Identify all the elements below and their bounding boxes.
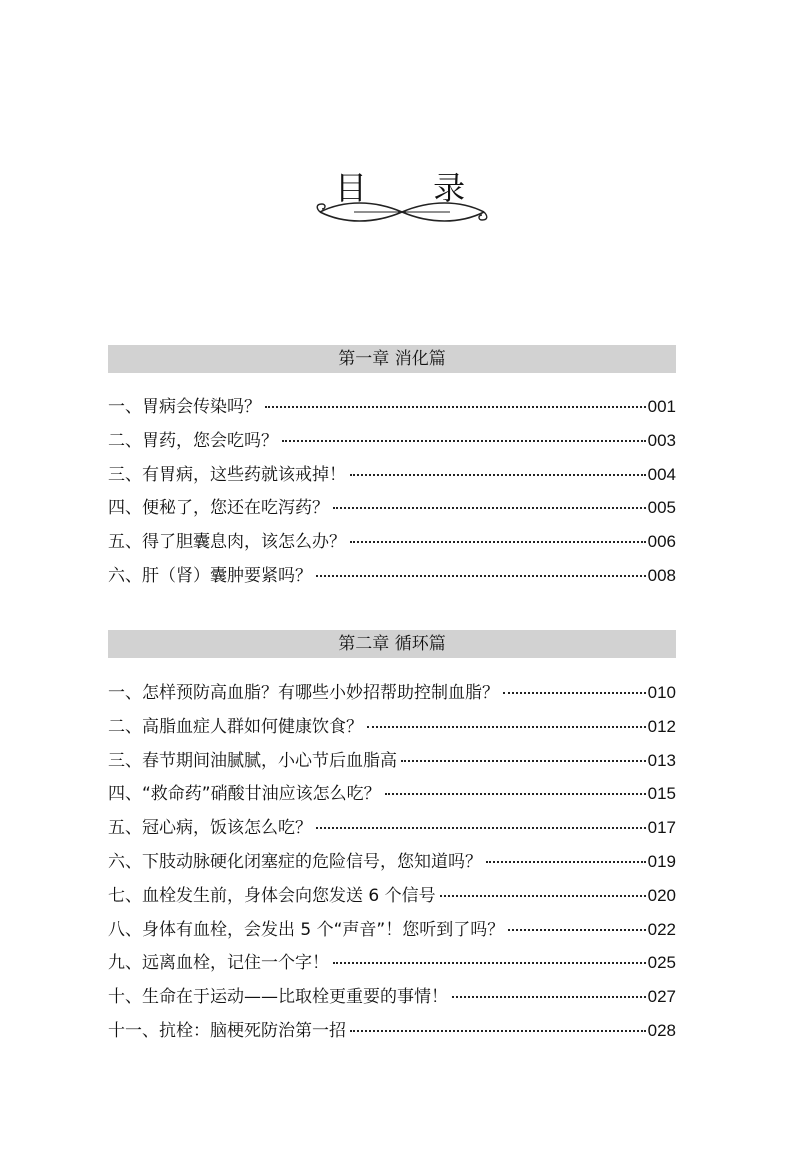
toc-entry[interactable]	[108, 458, 676, 492]
toc-page-number: 004	[647, 464, 676, 484]
chapter-1-heading: 第一章 消化篇	[108, 345, 676, 373]
toc-page-number: 010	[647, 683, 676, 702]
toc-entry[interactable]	[108, 845, 676, 879]
toc-page-number: 008	[647, 565, 676, 585]
leader-dots	[367, 726, 646, 728]
leader-dots	[333, 507, 646, 509]
toc-page-number: 001	[647, 397, 676, 416]
toc-entry-title: 八、身体有血栓，会发出 5 个“声音”！您听到了吗？	[108, 919, 505, 940]
toc-entry[interactable]	[108, 744, 676, 778]
toc-entry-title: 四、便秘了，您还在吃泻药？	[108, 498, 329, 519]
toc-entry-title: 十一、抗栓：脑梗死防治第一招	[108, 1020, 346, 1041]
toc-entry-title: 二、高脂血症人群如何健康饮食？	[108, 716, 363, 737]
leader-dots	[282, 440, 646, 442]
leader-dots	[440, 895, 646, 897]
toc-entry-title: 五、冠心病，饭该怎么吃？	[108, 818, 312, 839]
leader-dots	[486, 861, 646, 863]
title-ornament-icon	[314, 198, 490, 228]
toc-entry[interactable]	[108, 424, 676, 458]
toc-entry-title: 九、远离血栓，记住一个字！	[108, 953, 329, 974]
leader-dots	[508, 929, 645, 931]
leader-dots	[350, 541, 646, 543]
toc-entry[interactable]	[108, 710, 676, 744]
toc-entry[interactable]	[108, 913, 676, 947]
leader-dots	[333, 962, 646, 964]
toc-entry[interactable]	[108, 777, 676, 811]
leader-dots	[385, 793, 646, 795]
toc-page-number: 025	[647, 953, 676, 973]
toc-entry-title: 四、“救命药”硝酸甘油应该怎么吃？	[108, 784, 381, 805]
toc-entry-title: 六、肝（肾）囊肿要紧吗？	[108, 565, 312, 586]
toc-page-number: 013	[647, 750, 676, 770]
leader-dots	[316, 827, 646, 829]
chapter-1-toc-list	[108, 390, 676, 593]
chapter-2-toc-list	[108, 676, 676, 1048]
toc-entry-title: 二、胃药，您会吃吗？	[108, 430, 278, 451]
toc-page-number: 017	[647, 818, 676, 838]
leader-dots	[316, 575, 646, 577]
leader-dots	[401, 760, 646, 762]
toc-page-number: 015	[647, 784, 676, 804]
toc-entry[interactable]	[108, 946, 676, 980]
toc-page-number: 020	[647, 885, 676, 905]
toc-entry-title: 十、生命在于运动——比取栓更重要的事情！	[108, 987, 448, 1008]
toc-entry[interactable]	[108, 879, 676, 913]
toc-entry[interactable]	[108, 525, 676, 559]
toc-entry[interactable]	[108, 980, 676, 1014]
toc-entry[interactable]	[108, 676, 676, 710]
toc-entry[interactable]	[108, 1014, 676, 1048]
toc-page-number: 019	[647, 851, 676, 871]
toc-entry-title: 七、血栓发生前，身体会向您发送 6 个信号	[108, 885, 436, 906]
toc-page-number: 028	[647, 1020, 676, 1040]
toc-entry-title: 五、得了胆囊息肉，该怎么办？	[108, 532, 346, 553]
toc-page-number: 005	[647, 498, 676, 518]
toc-entry-title: 三、春节期间油腻腻，小心节后血脂高	[108, 750, 397, 771]
toc-entry[interactable]	[108, 559, 676, 593]
chapter-2-heading: 第二章 循环篇	[108, 630, 676, 658]
toc-page-number: 027	[647, 987, 676, 1007]
toc-entry-title: 一、胃病会传染吗？	[108, 397, 261, 417]
toc-page-number: 012	[647, 716, 676, 736]
toc-page-number: 022	[647, 919, 676, 939]
toc-entry-title: 一、怎样预防高血脂？有哪些小妙招帮助控制血脂？	[108, 683, 499, 703]
toc-page-number: 003	[647, 430, 676, 450]
toc-entry[interactable]	[108, 390, 676, 424]
leader-dots	[265, 406, 646, 408]
toc-title: 目 录	[334, 169, 494, 207]
toc-entry[interactable]	[108, 811, 676, 845]
leader-dots	[503, 692, 646, 694]
leader-dots	[350, 474, 646, 476]
leader-dots	[452, 996, 646, 998]
toc-entry[interactable]	[108, 491, 676, 525]
toc-page-number: 006	[647, 532, 676, 552]
leader-dots	[350, 1030, 646, 1032]
toc-entry-title: 三、有胃病，这些药就该戒掉！	[108, 464, 346, 485]
toc-entry-title: 六、下肢动脉硬化闭塞症的危险信号，您知道吗？	[108, 851, 482, 872]
